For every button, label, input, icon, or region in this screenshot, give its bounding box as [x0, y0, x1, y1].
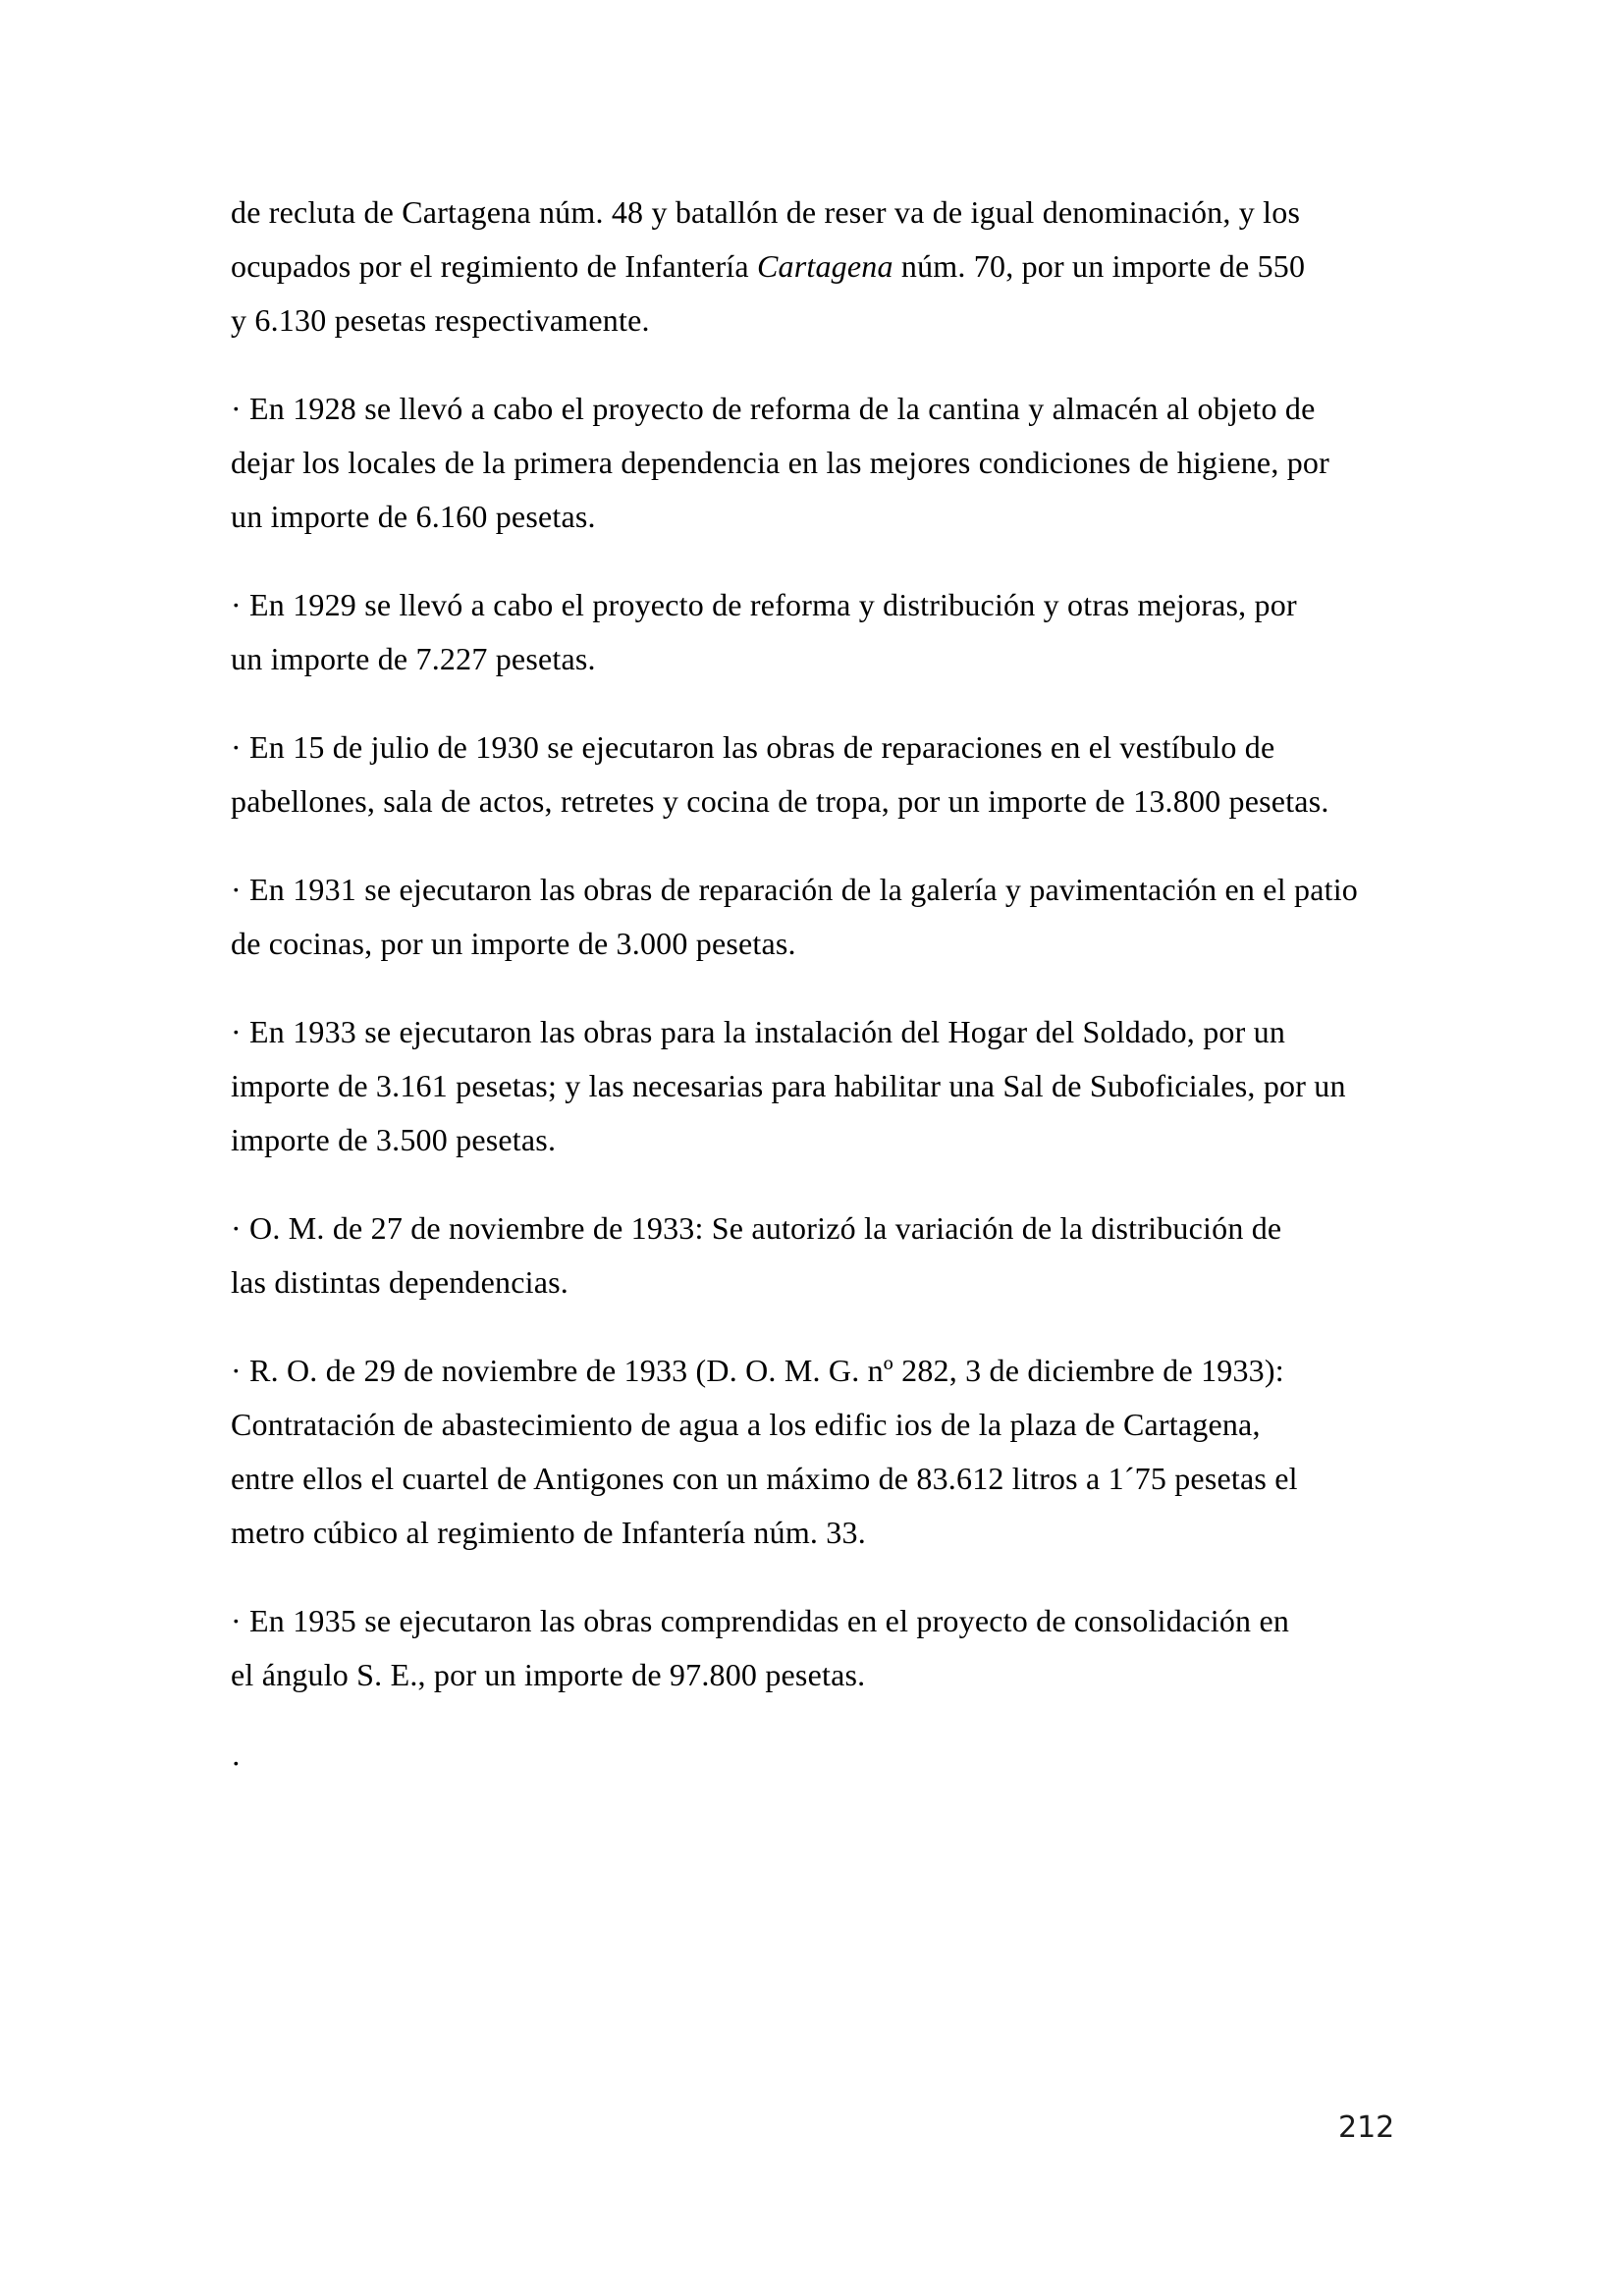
text-line — [231, 436, 1358, 490]
text-segment: metro cúbico al regimiento de Infantería núm. 33. — [231, 1515, 866, 1550]
text-line — [231, 1398, 1358, 1452]
text-line — [231, 1344, 1358, 1398]
text-line — [231, 1059, 1358, 1113]
text-segment: · En 1935 se ejecutaron las obras comprendidas en el proyecto de consolidación en — [231, 1603, 1290, 1638]
paragraph — [231, 863, 1358, 971]
text-line — [231, 721, 1358, 774]
paragraph — [231, 578, 1358, 686]
text-segment: · En 1931 se ejecutaron las obras de reparación de la galería y pavimentación en el patio — [231, 872, 1358, 907]
text-line — [231, 1594, 1358, 1648]
text-segment: importe de 3.161 pesetas; y las necesarias para habilitar una Sal de Suboficiales, por un — [231, 1068, 1346, 1103]
page-number: 212 — [1338, 2110, 1395, 2145]
paragraph — [231, 382, 1358, 544]
text-segment: ocupados por el regimiento de Infantería — [231, 248, 757, 284]
paragraph — [231, 1594, 1358, 1702]
text-segment: · — [231, 1745, 242, 1781]
text-line — [231, 294, 1358, 347]
text-line — [231, 1005, 1358, 1059]
paragraph — [231, 1344, 1358, 1560]
text-line — [231, 1648, 1358, 1702]
text-line — [231, 490, 1358, 544]
text-segment: · En 1929 se llevó a cabo el proyecto de reforma y distribución y otras mejoras, por — [231, 587, 1297, 622]
document-body — [231, 186, 1358, 1825]
text-line — [231, 1201, 1358, 1255]
text-line — [231, 240, 1358, 294]
text-line — [231, 863, 1358, 917]
text-segment: un importe de 7.227 pesetas. — [231, 641, 596, 676]
text-segment: · En 1933 se ejecutaron las obras para la instalación del Hogar del Soldado, por un — [231, 1014, 1286, 1049]
text-line — [231, 632, 1358, 686]
text-line — [231, 1113, 1358, 1167]
paragraph — [231, 1736, 1358, 1790]
text-segment: un importe de 6.160 pesetas. — [231, 499, 596, 534]
text-line — [231, 578, 1358, 632]
text-segment: · En 1928 se llevó a cabo el proyecto de reforma de la cantina y almacén al objeto de — [231, 391, 1316, 426]
text-segment: Contratación de abastecimiento de agua a los edific ios de la plaza de Cartagena, — [231, 1407, 1261, 1442]
text-segment: · En 15 de julio de 1930 se ejecutaron las obras de reparaciones en el vestíbulo de — [231, 729, 1275, 765]
text-segment: importe de 3.500 pesetas. — [231, 1122, 557, 1157]
text-segment: · R. O. de 29 de noviembre de 1933 (D. O. M. G. nº 282, 3 de diciembre de 1933): — [231, 1353, 1284, 1388]
text-segment: de cocinas, por un importe de 3.000 pesetas. — [231, 926, 796, 961]
text-line — [231, 1452, 1358, 1506]
text-line — [231, 1506, 1358, 1560]
text-segment: · O. M. de 27 de noviembre de 1933: Se autorizó la variación de la distribución de — [231, 1210, 1282, 1246]
text-segment: el ángulo S. E., por un importe de 97.800 pesetas. — [231, 1657, 866, 1692]
text-segment: de recluta de Cartagena núm. 48 y batallón de reser va de igual denominación, y los — [231, 194, 1301, 230]
text-segment: núm. 70, por un importe de 550 — [893, 248, 1306, 284]
text-segment: dejar los locales de la primera dependencia en las mejores condiciones de higiene, por — [231, 445, 1329, 480]
text-line — [231, 774, 1358, 828]
paragraph — [231, 1005, 1358, 1167]
italic-text-segment: Cartagena — [757, 248, 893, 284]
paragraph — [231, 721, 1358, 828]
text-segment: entre ellos el cuartel de Antigones con un máximo de 83.612 litros a 1´75 pesetas el — [231, 1461, 1298, 1496]
text-line — [231, 382, 1358, 436]
text-line — [231, 1736, 1358, 1790]
paragraph — [231, 186, 1358, 347]
text-segment: las distintas dependencias. — [231, 1264, 568, 1300]
text-line — [231, 186, 1358, 240]
text-line — [231, 917, 1358, 971]
text-line — [231, 1255, 1358, 1309]
paragraph — [231, 1201, 1358, 1309]
text-segment: y 6.130 pesetas respectivamente. — [231, 302, 650, 338]
text-segment: pabellones, sala de actos, retretes y cocina de tropa, por un importe de 13.800 pesetas. — [231, 783, 1329, 819]
